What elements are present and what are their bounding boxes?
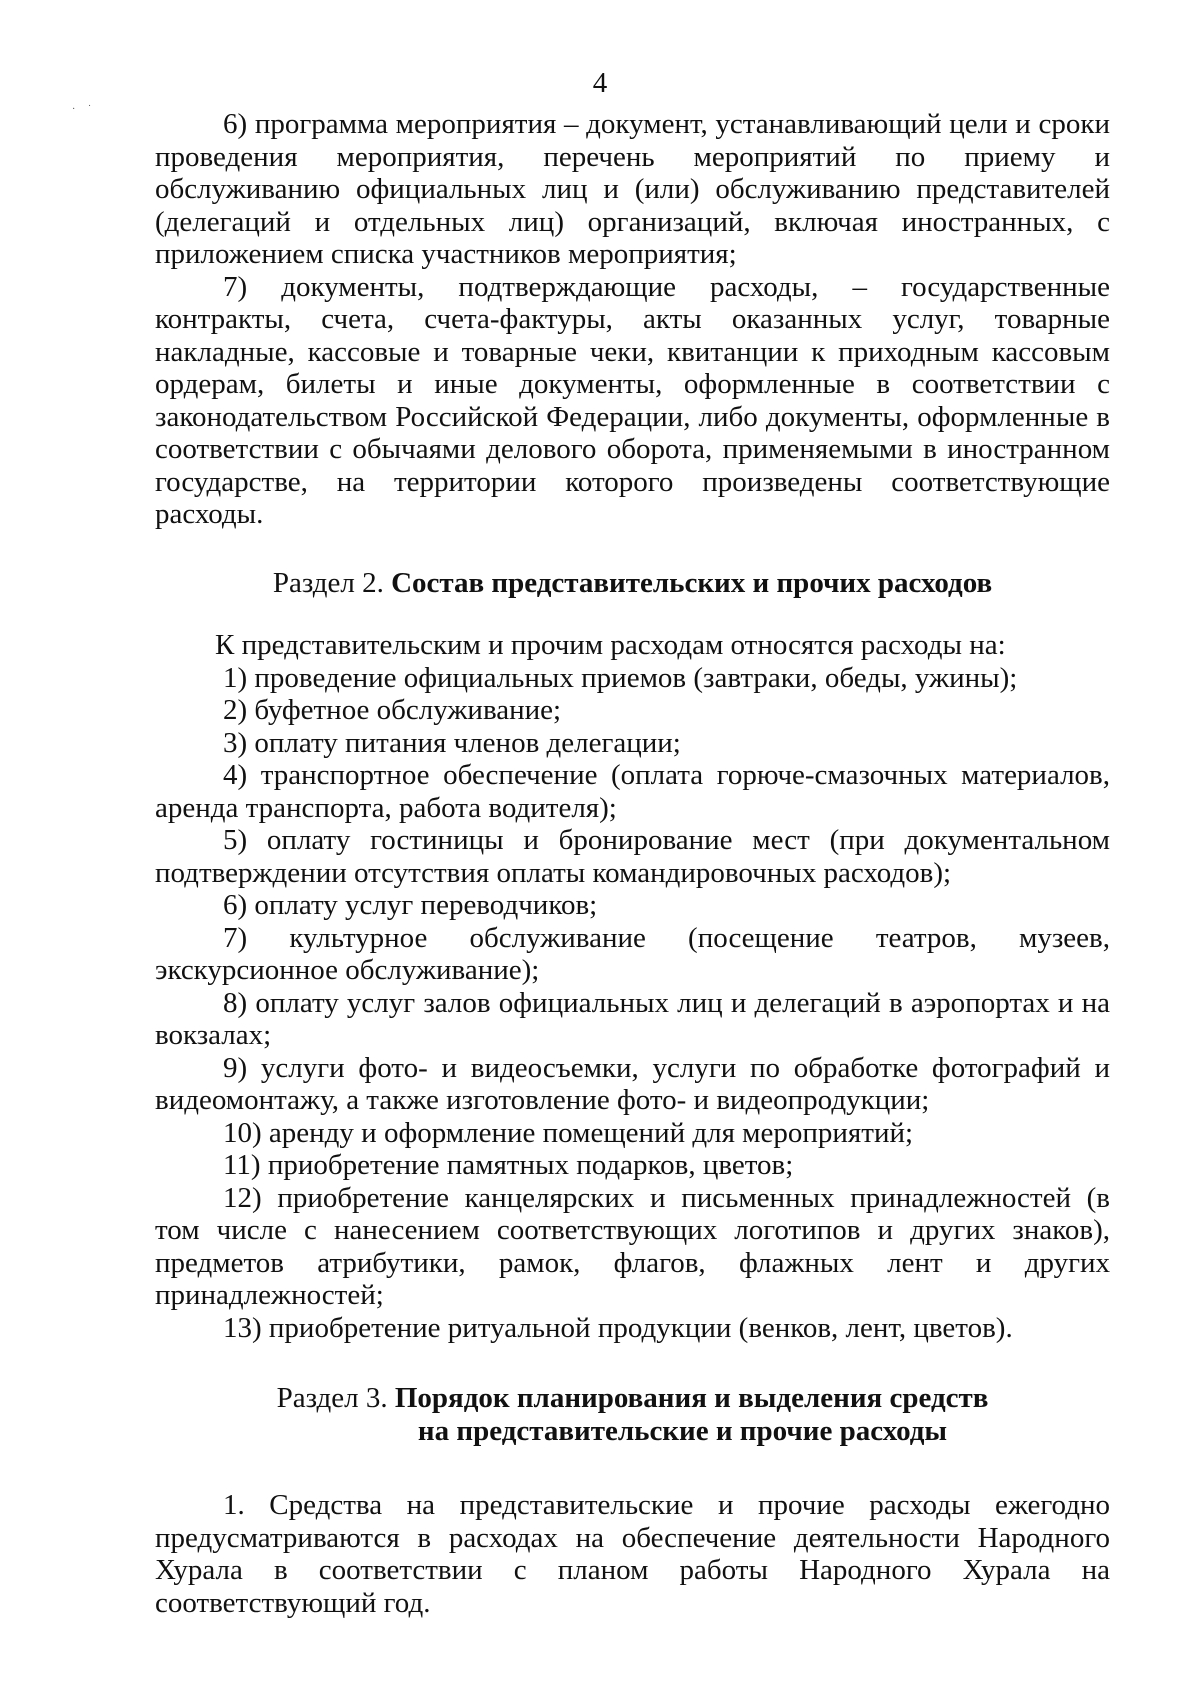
list-item: 11) приобретение памятных подарков, цветов; xyxy=(223,1149,794,1181)
section-2-heading xyxy=(155,567,1110,600)
section-3-prefix: Раздел 3. xyxy=(276,1382,395,1414)
list-item: 12) приобретение канцелярских и письменных принадлежностей (в том числе с нанесением соответствующих логотипов и других знаков), предметов атрибутики, рамок, флагов, флажных лент и других принадлежностей; xyxy=(155,1181,1110,1311)
paragraph-item-6: 6) программа мероприятия – документ, устанавливающий цели и сроки проведения мероприятия, перечень мероприятий по приему и обслуживанию официальных лиц и (или) обслуживанию представителей (делегаций и отдельных лиц) организаций, включая иностранных, с приложением списка участников мероприятия; xyxy=(155,108,1110,270)
list-item: 5) оплату гостиницы и бронирование мест (при документальном подтверждении отсутствия оплаты командировочных расходов); xyxy=(155,824,1110,889)
section-2-prefix: Раздел 2. xyxy=(272,566,392,599)
section-3-paragraph-1: 1. Средства на представительские и прочие расходы ежегодно предусматриваются в расходах на обеспечение деятельности Народного Хурала в соответствии с планом работы Народного Хурала на соответствующий год. xyxy=(155,1489,1110,1619)
list-item: 10) аренду и оформление помещений для мероприятий; xyxy=(223,1116,914,1149)
list-item: 8) оплату услуг залов официальных лиц и делегаций в аэропортах и на вокзалах; xyxy=(155,986,1110,1051)
list-item: 6) оплату услуг переводчиков; xyxy=(223,889,598,921)
list-item: 3) оплату питания членов делегации; xyxy=(223,726,681,759)
list-item: 13) приобретение ритуальной продукции (венков, лент, цветов). xyxy=(223,1311,1013,1344)
list-item: 7) культурное обслуживание (посещение театров, музеев, экскурсионное обслуживание); xyxy=(155,921,1110,986)
list-item: 9) услуги фото- и видеосъемки, услуги по обработке фотографий и видеомонтажу, а также изготовление фото- и видеопродукции; xyxy=(155,1051,1110,1116)
paragraph-item-7: 7) документы, подтверждающие расходы, – государственные контракты, счета, счета-фактуры, акты оказанных услуг, товарные накладные, кассовые и товарные чеки, квитанции к приходным кассовым ордерам, билеты и иные документы, оформленные в соответствии с законодательством Российской Федерации, либо документы, оформленные в соответствии с обычаями делового оборота, применяемыми в иностранном государстве, на территории которого произведены соответствующие расходы. xyxy=(155,270,1110,530)
page-number: 4 xyxy=(592,67,608,99)
section-3-title-line-2: на представительские и прочие расходы xyxy=(417,1414,948,1447)
document-body xyxy=(155,108,1110,1619)
list-item: 4) транспортное обеспечение (оплата горюче-смазочных материалов, аренда транспорта, работа водителя); xyxy=(155,759,1110,824)
section-2-title: Состав представительских и прочих расходов xyxy=(391,566,993,599)
section-3-heading xyxy=(155,1382,1110,1447)
section-3-heading-line-1 xyxy=(155,1382,1110,1415)
section-2-intro: К представительским и прочим расходам относятся расходы на: xyxy=(215,629,1006,661)
section-3-heading-line-2 xyxy=(155,1415,1110,1448)
list-item: 1) проведение официальных приемов (завтраки, обеды, ужины); xyxy=(223,661,1018,694)
scan-specks: · ˙ xyxy=(72,104,92,115)
list-item: 2) буфетное обслуживание; xyxy=(223,694,562,726)
section-2-list xyxy=(155,662,1110,1345)
section-3-title-line-1: Порядок планирования и выделения средств xyxy=(394,1382,989,1414)
